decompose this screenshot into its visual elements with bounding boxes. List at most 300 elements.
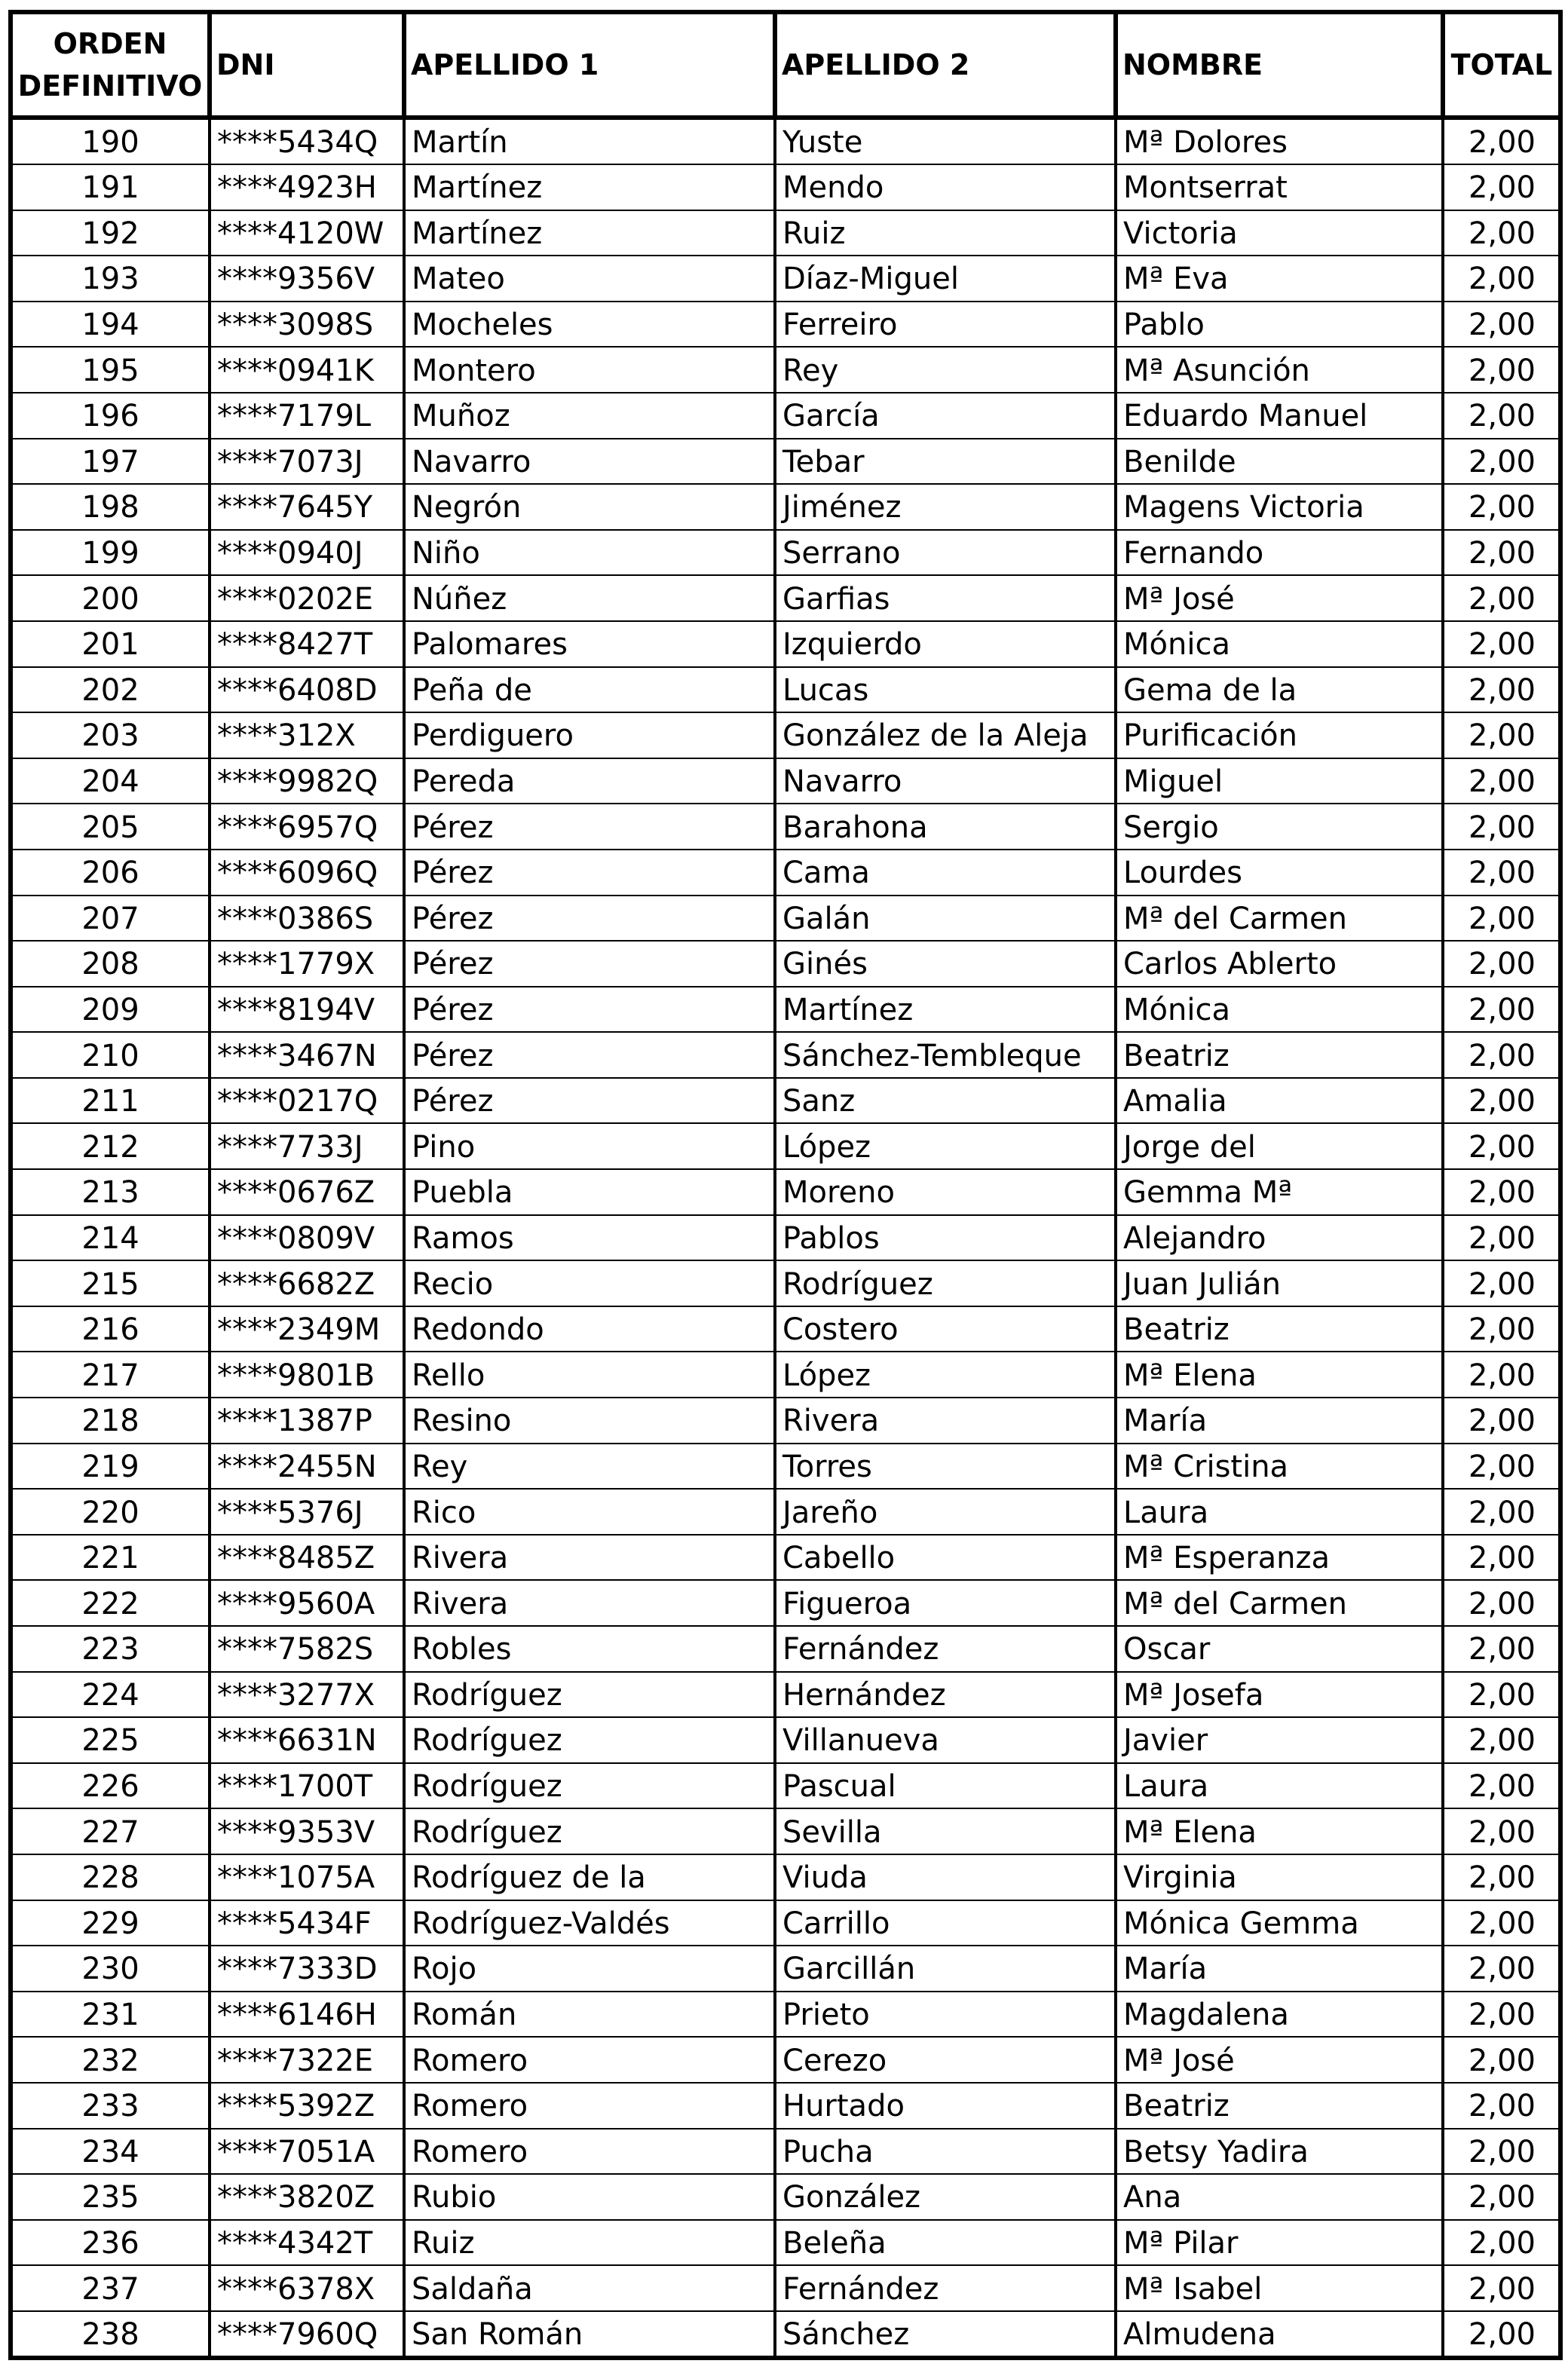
table-row	[11, 1900, 1560, 1946]
cell-dni: ****2455N	[210, 1444, 404, 1490]
cell-orden: 194	[11, 302, 210, 348]
cell-orden: 238	[11, 2311, 210, 2358]
cell-apellido-1: Muñoz	[404, 393, 775, 439]
cell-total: 2,00	[1443, 2220, 1560, 2266]
cell-apellido-1: San Román	[404, 2311, 775, 2358]
cell-dni: ****3098S	[210, 302, 404, 348]
table-row	[11, 1854, 1560, 1900]
cell-total: 2,00	[1443, 1444, 1560, 1490]
cell-nombre: Fernando	[1116, 530, 1443, 576]
cell-dni: ****9356V	[210, 256, 404, 302]
cell-orden: 225	[11, 1717, 210, 1763]
cell-total: 2,00	[1443, 1900, 1560, 1946]
table-row	[11, 1992, 1560, 2038]
cell-dni: ****7582S	[210, 1626, 404, 1672]
cell-dni: ****6631N	[210, 1717, 404, 1763]
cell-apellido-2: Díaz-Miguel	[775, 256, 1116, 302]
cell-orden: 231	[11, 1992, 210, 2038]
table-row	[11, 2037, 1560, 2083]
cell-apellido-1: Pino	[404, 1123, 775, 1169]
cell-nombre: Pablo	[1116, 302, 1443, 348]
cell-total: 2,00	[1443, 1215, 1560, 1261]
cell-apellido-1: Recio	[404, 1260, 775, 1306]
cell-orden: 215	[11, 1260, 210, 1306]
cell-orden: 193	[11, 256, 210, 302]
cell-total: 2,00	[1443, 2037, 1560, 2083]
cell-orden: 234	[11, 2129, 210, 2175]
cell-orden: 222	[11, 1580, 210, 1626]
cell-apellido-1: Pérez	[404, 850, 775, 896]
cell-nombre: Magdalena	[1116, 1992, 1443, 2038]
cell-apellido-1: Rodríguez	[404, 1672, 775, 1718]
table-row	[11, 1398, 1560, 1444]
table-row	[11, 118, 1560, 164]
cell-orden: 218	[11, 1398, 210, 1444]
cell-total: 2,00	[1443, 2129, 1560, 2175]
cell-apellido-2: Izquierdo	[775, 621, 1116, 667]
cell-dni: ****7179L	[210, 393, 404, 439]
table-row	[11, 439, 1560, 485]
cell-dni: ****3277X	[210, 1672, 404, 1718]
cell-apellido-2: Serrano	[775, 530, 1116, 576]
cell-apellido-1: Rivera	[404, 1580, 775, 1626]
cell-nombre: Mª Elena	[1116, 1808, 1443, 1854]
cell-apellido-2: Rivera	[775, 1398, 1116, 1444]
cell-nombre: Mónica Gemma	[1116, 1900, 1443, 1946]
table-row	[11, 1489, 1560, 1535]
table-header	[11, 12, 1560, 118]
table-row	[11, 347, 1560, 393]
cell-nombre: Mª Josefa	[1116, 1672, 1443, 1718]
cell-apellido-2: González de la Aleja	[775, 712, 1116, 758]
cell-dni: ****0202E	[210, 575, 404, 621]
header-row	[11, 12, 1560, 118]
cell-nombre: Mª Esperanza	[1116, 1535, 1443, 1581]
table-row	[11, 758, 1560, 804]
cell-dni: ****6682Z	[210, 1260, 404, 1306]
cell-dni: ****6408D	[210, 667, 404, 713]
cell-apellido-1: Román	[404, 1992, 775, 2038]
cell-orden: 224	[11, 1672, 210, 1718]
cell-apellido-1: Negrón	[404, 484, 775, 530]
cell-nombre: Javier	[1116, 1717, 1443, 1763]
cell-nombre: Almudena	[1116, 2311, 1443, 2358]
cell-nombre: Benilde	[1116, 439, 1443, 485]
cell-apellido-1: Rodríguez	[404, 1717, 775, 1763]
cell-nombre: María	[1116, 1946, 1443, 1992]
cell-dni: ****1700T	[210, 1763, 404, 1809]
cell-total: 2,00	[1443, 1854, 1560, 1900]
cell-dni: ****3820Z	[210, 2174, 404, 2220]
cell-orden: 198	[11, 484, 210, 530]
cell-dni: ****7322E	[210, 2037, 404, 2083]
cell-nombre: Gema de la	[1116, 667, 1443, 713]
cell-nombre: Laura	[1116, 1763, 1443, 1809]
cell-dni: ****1387P	[210, 1398, 404, 1444]
cell-total: 2,00	[1443, 393, 1560, 439]
cell-nombre: Alejandro	[1116, 1215, 1443, 1261]
cell-nombre: Mónica	[1116, 621, 1443, 667]
header-orden-line1: ORDEN	[53, 27, 167, 60]
table-row	[11, 1215, 1560, 1261]
table-row	[11, 1946, 1560, 1992]
cell-nombre: Miguel	[1116, 758, 1443, 804]
cell-apellido-1: Núñez	[404, 575, 775, 621]
cell-total: 2,00	[1443, 2174, 1560, 2220]
cell-total: 2,00	[1443, 164, 1560, 210]
cell-apellido-1: Ramos	[404, 1215, 775, 1261]
cell-total: 2,00	[1443, 1626, 1560, 1672]
cell-total: 2,00	[1443, 118, 1560, 164]
cell-apellido-1: Pérez	[404, 1032, 775, 1078]
cell-nombre: Carlos Ablerto	[1116, 941, 1443, 987]
header-nombre: NOMBRE	[1116, 12, 1443, 118]
cell-dni: ****4923H	[210, 164, 404, 210]
cell-orden: 213	[11, 1169, 210, 1215]
cell-apellido-2: Hernández	[775, 1672, 1116, 1718]
table-row	[11, 804, 1560, 850]
table-row	[11, 1763, 1560, 1809]
cell-apellido-1: Navarro	[404, 439, 775, 485]
cell-dni: ****2349M	[210, 1306, 404, 1352]
cell-apellido-2: Yuste	[775, 118, 1116, 164]
cell-dni: ****9982Q	[210, 758, 404, 804]
table-row	[11, 2311, 1560, 2358]
cell-dni: ****7073J	[210, 439, 404, 485]
cell-apellido-2: Sánchez	[775, 2311, 1116, 2358]
cell-nombre: Mª Eva	[1116, 256, 1443, 302]
table-row	[11, 621, 1560, 667]
table-row	[11, 1123, 1560, 1169]
table-row	[11, 1169, 1560, 1215]
cell-orden: 206	[11, 850, 210, 896]
cell-total: 2,00	[1443, 484, 1560, 530]
cell-nombre: Gemma Mª	[1116, 1169, 1443, 1215]
cell-apellido-1: Rodríguez de la	[404, 1854, 775, 1900]
cell-dni: ****8194V	[210, 987, 404, 1033]
cell-apellido-2: Martínez	[775, 987, 1116, 1033]
cell-apellido-1: Montero	[404, 347, 775, 393]
cell-total: 2,00	[1443, 1946, 1560, 1992]
cell-dni: ****5434Q	[210, 118, 404, 164]
cell-total: 2,00	[1443, 2083, 1560, 2129]
cell-orden: 223	[11, 1626, 210, 1672]
cell-apellido-1: Niño	[404, 530, 775, 576]
cell-dni: ****0386S	[210, 896, 404, 941]
table-row	[11, 896, 1560, 941]
cell-apellido-2: Ruiz	[775, 210, 1116, 256]
header-apellido-2: APELLIDO 2	[775, 12, 1116, 118]
table-body	[11, 118, 1560, 2358]
table-row	[11, 484, 1560, 530]
cell-apellido-2: Viuda	[775, 1854, 1116, 1900]
cell-apellido-1: Rojo	[404, 1946, 775, 1992]
cell-orden: 208	[11, 941, 210, 987]
cell-apellido-1: Rubio	[404, 2174, 775, 2220]
cell-orden: 192	[11, 210, 210, 256]
cell-orden: 228	[11, 1854, 210, 1900]
cell-orden: 230	[11, 1946, 210, 1992]
cell-total: 2,00	[1443, 850, 1560, 896]
cell-apellido-1: Rello	[404, 1352, 775, 1398]
cell-apellido-2: Jareño	[775, 1489, 1116, 1535]
cell-nombre: Beatriz	[1116, 2083, 1443, 2129]
cell-orden: 216	[11, 1306, 210, 1352]
cell-total: 2,00	[1443, 302, 1560, 348]
cell-total: 2,00	[1443, 1992, 1560, 2038]
cell-apellido-2: Mendo	[775, 164, 1116, 210]
cell-dni: ****6378X	[210, 2265, 404, 2311]
cell-apellido-1: Romero	[404, 2129, 775, 2175]
table-row	[11, 530, 1560, 576]
cell-apellido-1: Palomares	[404, 621, 775, 667]
cell-apellido-2: Sanz	[775, 1078, 1116, 1124]
cell-orden: 201	[11, 621, 210, 667]
cell-total: 2,00	[1443, 210, 1560, 256]
results-table	[8, 10, 1563, 2360]
table-row	[11, 2265, 1560, 2311]
cell-apellido-1: Pérez	[404, 896, 775, 941]
cell-apellido-2: Rey	[775, 347, 1116, 393]
cell-apellido-2: Carrillo	[775, 1900, 1116, 1946]
cell-orden: 233	[11, 2083, 210, 2129]
table-row	[11, 1580, 1560, 1626]
table-row	[11, 210, 1560, 256]
cell-dni: ****7645Y	[210, 484, 404, 530]
cell-apellido-2: Barahona	[775, 804, 1116, 850]
cell-total: 2,00	[1443, 256, 1560, 302]
cell-apellido-1: Mateo	[404, 256, 775, 302]
cell-total: 2,00	[1443, 941, 1560, 987]
cell-apellido-2: Rodríguez	[775, 1260, 1116, 1306]
cell-orden: 190	[11, 118, 210, 164]
cell-apellido-2: Beleña	[775, 2220, 1116, 2266]
cell-apellido-1: Redondo	[404, 1306, 775, 1352]
header-dni: DNI	[210, 12, 404, 118]
table-row	[11, 575, 1560, 621]
cell-total: 2,00	[1443, 2311, 1560, 2358]
cell-dni: ****1779X	[210, 941, 404, 987]
cell-apellido-2: Garcillán	[775, 1946, 1116, 1992]
cell-apellido-1: Romero	[404, 2037, 775, 2083]
cell-dni: ****312X	[210, 712, 404, 758]
cell-orden: 214	[11, 1215, 210, 1261]
cell-nombre: Beatriz	[1116, 1032, 1443, 1078]
cell-orden: 202	[11, 667, 210, 713]
cell-apellido-1: Rodríguez	[404, 1763, 775, 1809]
cell-nombre: Purificación	[1116, 712, 1443, 758]
cell-apellido-2: Fernández	[775, 2265, 1116, 2311]
table-row	[11, 164, 1560, 210]
table-row	[11, 1717, 1560, 1763]
cell-dni: ****0809V	[210, 1215, 404, 1261]
cell-nombre: Mª Dolores	[1116, 118, 1443, 164]
cell-orden: 207	[11, 896, 210, 941]
cell-nombre: Victoria	[1116, 210, 1443, 256]
cell-apellido-2: Jiménez	[775, 484, 1116, 530]
cell-nombre: Mª Asunción	[1116, 347, 1443, 393]
cell-dni: ****9353V	[210, 1808, 404, 1854]
cell-orden: 191	[11, 164, 210, 210]
cell-apellido-2: Figueroa	[775, 1580, 1116, 1626]
cell-apellido-2: Navarro	[775, 758, 1116, 804]
cell-apellido-2: Sánchez-Tembleque	[775, 1032, 1116, 1078]
cell-orden: 220	[11, 1489, 210, 1535]
cell-apellido-1: Martínez	[404, 210, 775, 256]
cell-apellido-2: Cabello	[775, 1535, 1116, 1581]
cell-apellido-1: Martín	[404, 118, 775, 164]
cell-total: 2,00	[1443, 347, 1560, 393]
cell-total: 2,00	[1443, 1306, 1560, 1352]
table-row	[11, 2083, 1560, 2129]
cell-total: 2,00	[1443, 712, 1560, 758]
table-row	[11, 1352, 1560, 1398]
table-row	[11, 393, 1560, 439]
cell-apellido-1: Puebla	[404, 1169, 775, 1215]
cell-orden: 227	[11, 1808, 210, 1854]
cell-apellido-2: Ginés	[775, 941, 1116, 987]
cell-total: 2,00	[1443, 758, 1560, 804]
cell-nombre: Mª Pilar	[1116, 2220, 1443, 2266]
cell-total: 2,00	[1443, 1672, 1560, 1718]
table-row	[11, 850, 1560, 896]
cell-apellido-1: Pérez	[404, 987, 775, 1033]
cell-apellido-1: Mocheles	[404, 302, 775, 348]
cell-apellido-1: Pérez	[404, 804, 775, 850]
cell-apellido-2: Sevilla	[775, 1808, 1116, 1854]
table-row	[11, 302, 1560, 348]
header-total: TOTAL	[1443, 12, 1560, 118]
cell-nombre: Mª Cristina	[1116, 1444, 1443, 1490]
cell-total: 2,00	[1443, 1717, 1560, 1763]
header-orden-line2: DEFINITIVO	[17, 69, 203, 103]
table-row	[11, 1078, 1560, 1124]
cell-apellido-2: López	[775, 1123, 1116, 1169]
cell-orden: 219	[11, 1444, 210, 1490]
cell-apellido-2: Hurtado	[775, 2083, 1116, 2129]
cell-orden: 195	[11, 347, 210, 393]
cell-nombre: Beatriz	[1116, 1306, 1443, 1352]
cell-dni: ****6096Q	[210, 850, 404, 896]
cell-nombre: Lourdes	[1116, 850, 1443, 896]
header-apellido-1: APELLIDO 1	[404, 12, 775, 118]
cell-total: 2,00	[1443, 1352, 1560, 1398]
cell-apellido-2: González	[775, 2174, 1116, 2220]
cell-apellido-2: Cerezo	[775, 2037, 1116, 2083]
cell-apellido-1: Pérez	[404, 941, 775, 987]
cell-orden: 200	[11, 575, 210, 621]
table-row	[11, 1672, 1560, 1718]
cell-apellido-1: Rico	[404, 1489, 775, 1535]
cell-nombre: Virginia	[1116, 1854, 1443, 1900]
cell-nombre: Mónica	[1116, 987, 1443, 1033]
table-row	[11, 1535, 1560, 1581]
cell-total: 2,00	[1443, 1763, 1560, 1809]
cell-nombre: Mª José	[1116, 575, 1443, 621]
cell-apellido-2: García	[775, 393, 1116, 439]
cell-dni: ****6957Q	[210, 804, 404, 850]
cell-nombre: Eduardo Manuel	[1116, 393, 1443, 439]
cell-dni: ****9560A	[210, 1580, 404, 1626]
table-row	[11, 987, 1560, 1033]
cell-total: 2,00	[1443, 621, 1560, 667]
cell-dni: ****3467N	[210, 1032, 404, 1078]
cell-apellido-1: Rodríguez-Valdés	[404, 1900, 775, 1946]
table-row	[11, 712, 1560, 758]
cell-dni: ****5376J	[210, 1489, 404, 1535]
cell-apellido-1: Ruiz	[404, 2220, 775, 2266]
cell-orden: 221	[11, 1535, 210, 1581]
cell-total: 2,00	[1443, 987, 1560, 1033]
cell-nombre: Magens Victoria	[1116, 484, 1443, 530]
cell-apellido-1: Robles	[404, 1626, 775, 1672]
cell-nombre: Ana	[1116, 2174, 1443, 2220]
cell-apellido-2: Pablos	[775, 1215, 1116, 1261]
cell-total: 2,00	[1443, 575, 1560, 621]
cell-dni: ****6146H	[210, 1992, 404, 2038]
cell-total: 2,00	[1443, 1078, 1560, 1124]
cell-nombre: Betsy Yadira	[1116, 2129, 1443, 2175]
table-row	[11, 1808, 1560, 1854]
cell-orden: 217	[11, 1352, 210, 1398]
cell-orden: 235	[11, 2174, 210, 2220]
cell-dni: ****0217Q	[210, 1078, 404, 1124]
table-row	[11, 2174, 1560, 2220]
cell-nombre: Montserrat	[1116, 164, 1443, 210]
table-row	[11, 667, 1560, 713]
cell-total: 2,00	[1443, 1123, 1560, 1169]
cell-total: 2,00	[1443, 1398, 1560, 1444]
cell-apellido-2: Galán	[775, 896, 1116, 941]
cell-apellido-1: Pereda	[404, 758, 775, 804]
cell-nombre: Amalia	[1116, 1078, 1443, 1124]
cell-apellido-1: Perdiguero	[404, 712, 775, 758]
cell-apellido-2: Prieto	[775, 1992, 1116, 2038]
table-row	[11, 256, 1560, 302]
cell-orden: 204	[11, 758, 210, 804]
cell-total: 2,00	[1443, 530, 1560, 576]
cell-nombre: Mª del Carmen	[1116, 1580, 1443, 1626]
cell-nombre: Sergio	[1116, 804, 1443, 850]
cell-apellido-1: Rodríguez	[404, 1808, 775, 1854]
table-row	[11, 1444, 1560, 1490]
table-row	[11, 1306, 1560, 1352]
cell-orden: 237	[11, 2265, 210, 2311]
cell-dni: ****7333D	[210, 1946, 404, 1992]
cell-total: 2,00	[1443, 1260, 1560, 1306]
cell-dni: ****0940J	[210, 530, 404, 576]
cell-total: 2,00	[1443, 2265, 1560, 2311]
cell-orden: 229	[11, 1900, 210, 1946]
cell-apellido-1: Martínez	[404, 164, 775, 210]
header-orden-definitivo	[11, 12, 210, 118]
cell-apellido-2: Fernández	[775, 1626, 1116, 1672]
cell-apellido-2: Lucas	[775, 667, 1116, 713]
cell-total: 2,00	[1443, 1580, 1560, 1626]
cell-dni: ****8427T	[210, 621, 404, 667]
cell-apellido-2: Tebar	[775, 439, 1116, 485]
cell-dni: ****1075A	[210, 1854, 404, 1900]
table-row	[11, 2129, 1560, 2175]
cell-apellido-2: Villanueva	[775, 1717, 1116, 1763]
cell-apellido-2: Torres	[775, 1444, 1116, 1490]
cell-orden: 203	[11, 712, 210, 758]
cell-nombre: Mª Elena	[1116, 1352, 1443, 1398]
cell-nombre: María	[1116, 1398, 1443, 1444]
cell-total: 2,00	[1443, 1032, 1560, 1078]
cell-dni: ****4120W	[210, 210, 404, 256]
cell-dni: ****9801B	[210, 1352, 404, 1398]
